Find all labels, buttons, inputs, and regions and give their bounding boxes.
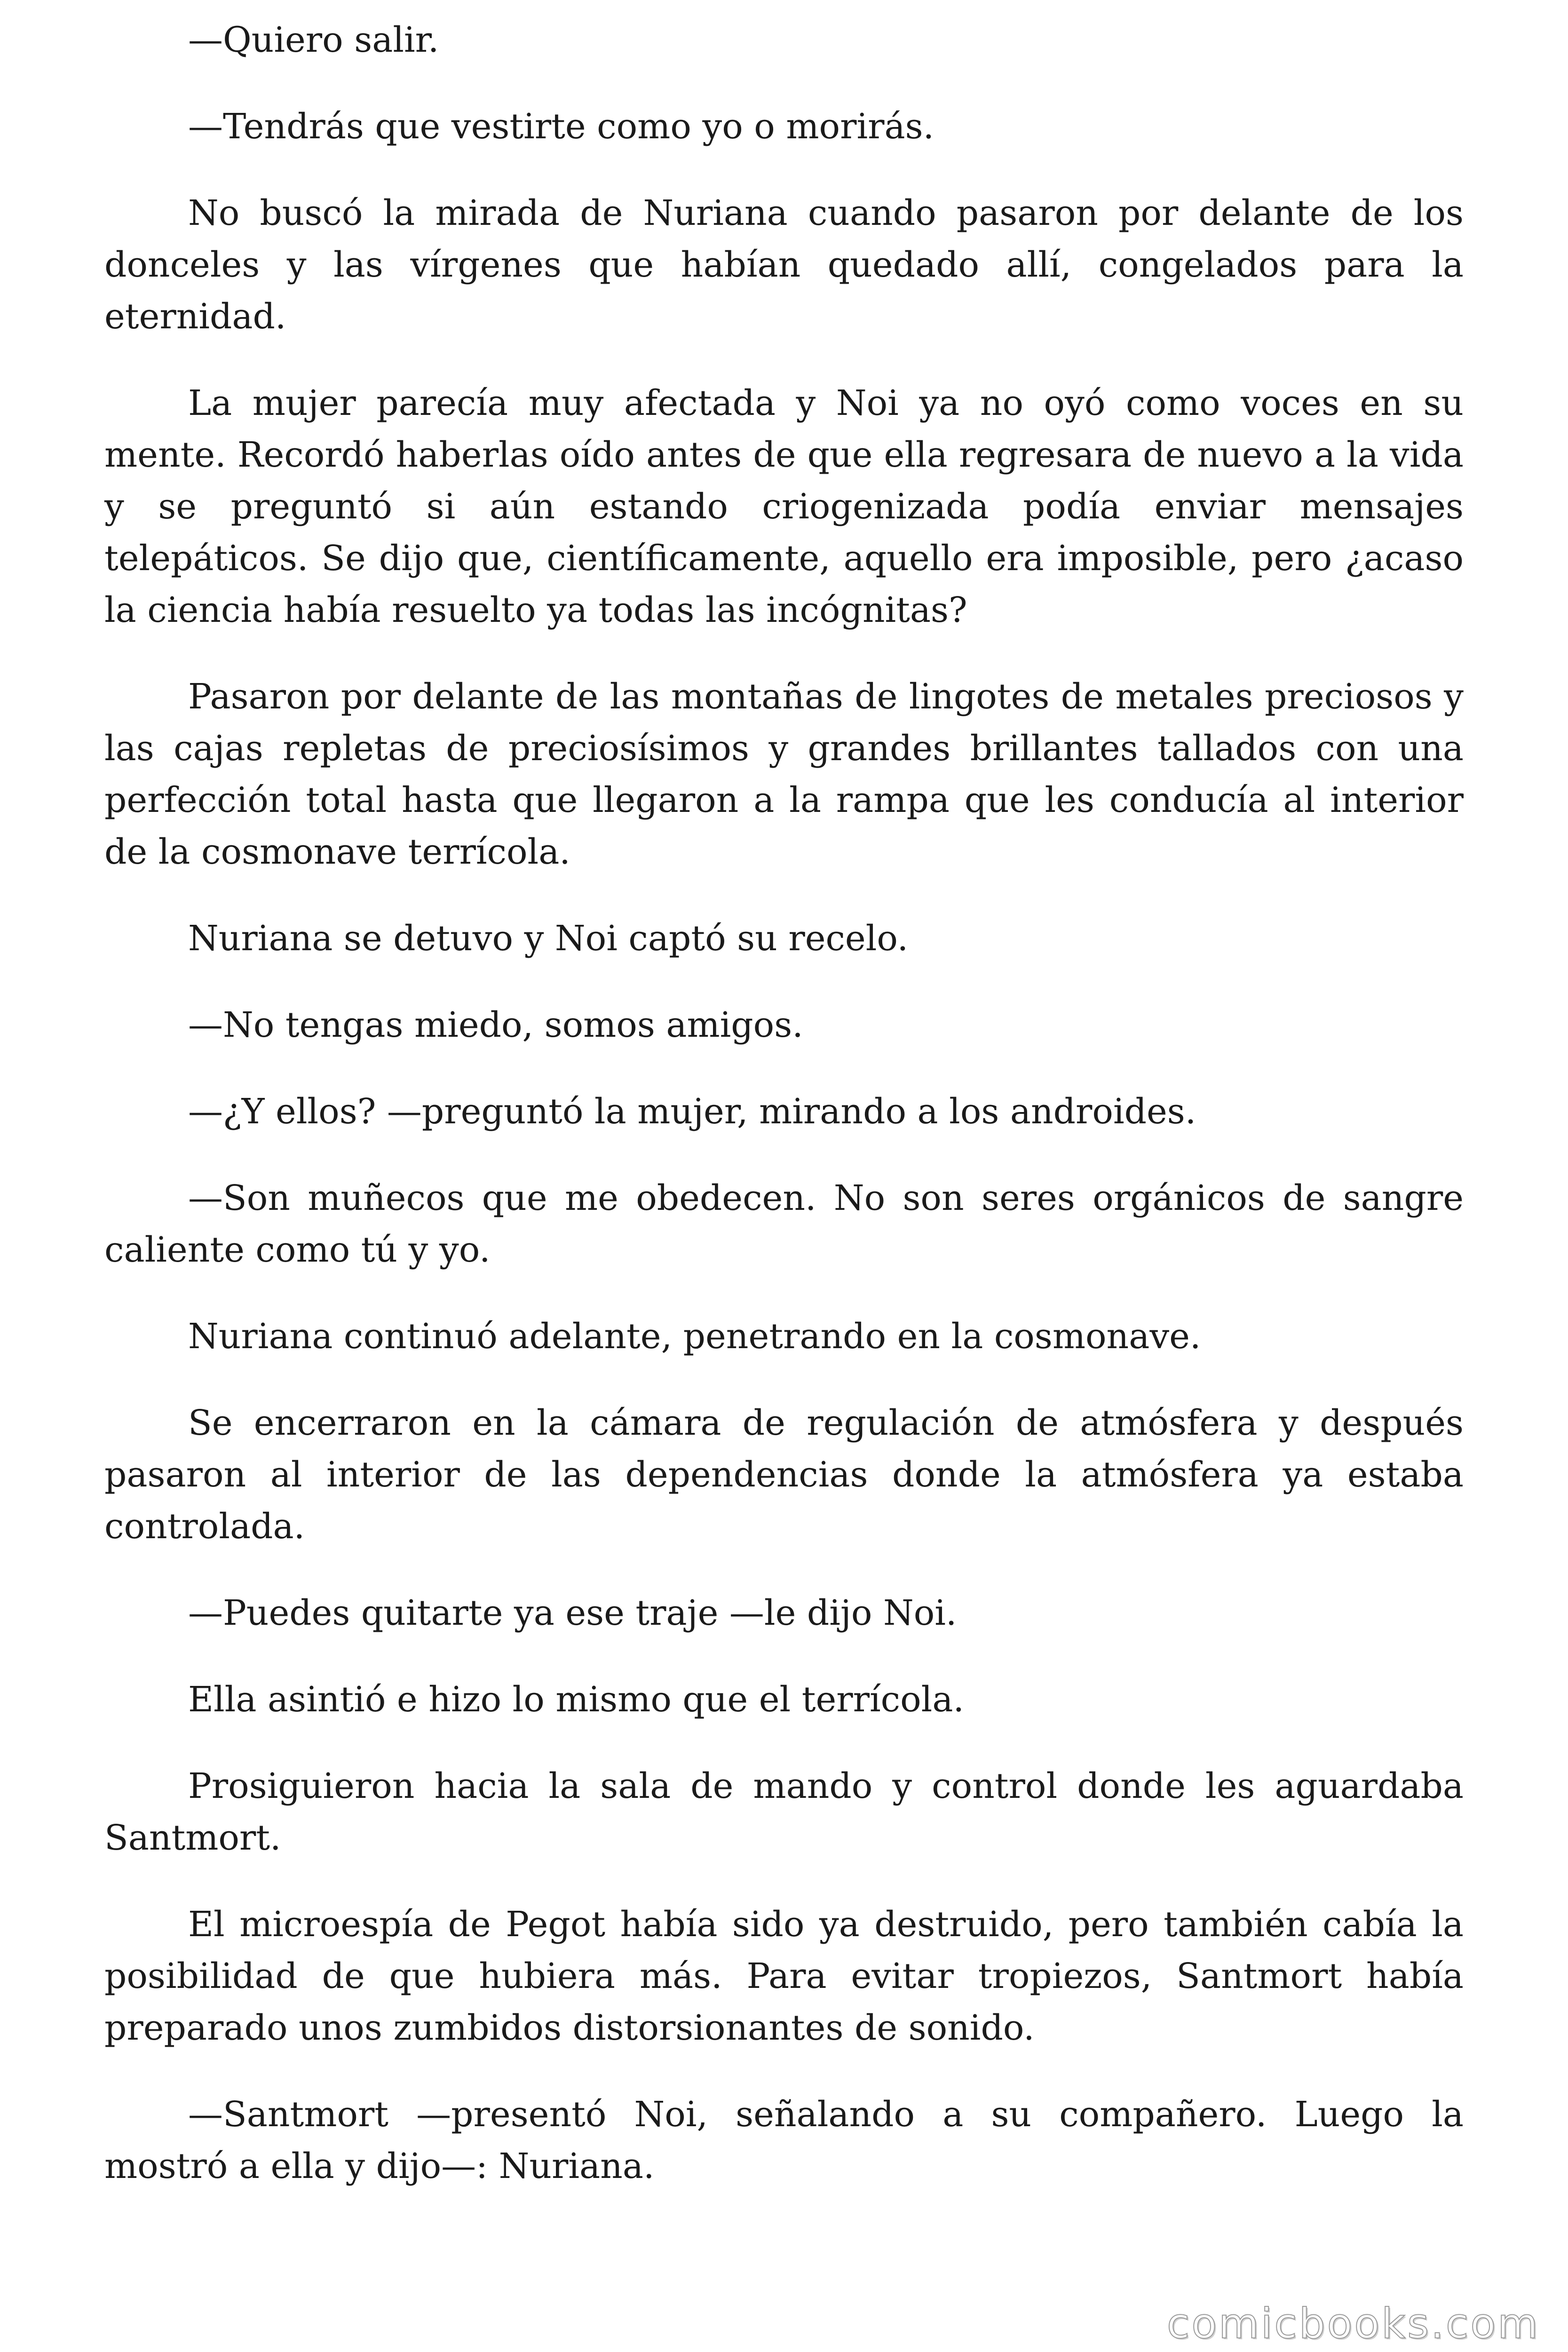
paragraph: Nuriana continuó adelante, penetrando en la cosmonave. <box>188 1316 1201 1357</box>
paragraph: La mujer parecía muy afectada y Noi ya no oyó como voces en su mente. Recordó haberlas oído antes de que ella regresara de nuevo a la vida y se preguntó si aún estando criogenizada podía enviar mensajes telepáticos. Se dijo que, científicamente, aquello era imposible, pero ¿acaso la ciencia había resuelto ya todas las incógnitas? <box>104 383 1464 630</box>
page-text <box>104 14 1464 2227</box>
paragraph: Pasaron por delante de las montañas de lingotes de metales preciosos y las cajas repletas de preciosísimos y grandes brillantes tallados con una perfección total hasta que llegaron a la rampa que les conducía al interior de la cosmonave terrícola. <box>104 676 1464 872</box>
paragraph: Nuriana se detuvo y Noi captó su recelo. <box>188 918 909 959</box>
paragraph: Ella asintió e hizo lo mismo que el terrícola. <box>188 1679 964 1720</box>
paragraph: —¿Y ellos? —preguntó la mujer, mirando a los androides. <box>188 1091 1196 1132</box>
paragraph: —Santmort —presentó Noi, señalando a su compañero. Luego la mostró a ella y dijo—: Nuriana. <box>104 2094 1464 2186</box>
paragraph: El microespía de Pegot había sido ya destruido, pero también cabía la posibilidad de que hubiera más. Para evitar tropiezos, Santmort había preparado unos zumbidos distorsionantes de sonido. <box>104 1904 1464 2048</box>
paragraph: —Son muñecos que me obedecen. No son seres orgánicos de sangre caliente como tú y yo. <box>104 1178 1464 1270</box>
paragraph: —Quiero salir. <box>188 20 439 60</box>
paragraph: No buscó la mirada de Nuriana cuando pasaron por delante de los donceles y las vírgenes que habían quedado allí, congelados para la eternidad. <box>104 193 1464 337</box>
paragraph: Se encerraron en la cámara de regulación de atmósfera y después pasaron al interior de las dependencias donde la atmósfera ya estaba controlada. <box>104 1403 1464 1547</box>
paragraph: —Puedes quitarte ya ese traje —le dijo Noi. <box>188 1593 957 1633</box>
paragraph: —Tendrás que vestirte como yo o morirás. <box>188 106 934 147</box>
watermark: comicbooks.com <box>1166 2299 1540 2348</box>
paragraph: Prosiguieron hacia la sala de mando y control donde les aguardaba Santmort. <box>104 1766 1464 1858</box>
paragraph: —No tengas miedo, somos amigos. <box>188 1005 803 1045</box>
